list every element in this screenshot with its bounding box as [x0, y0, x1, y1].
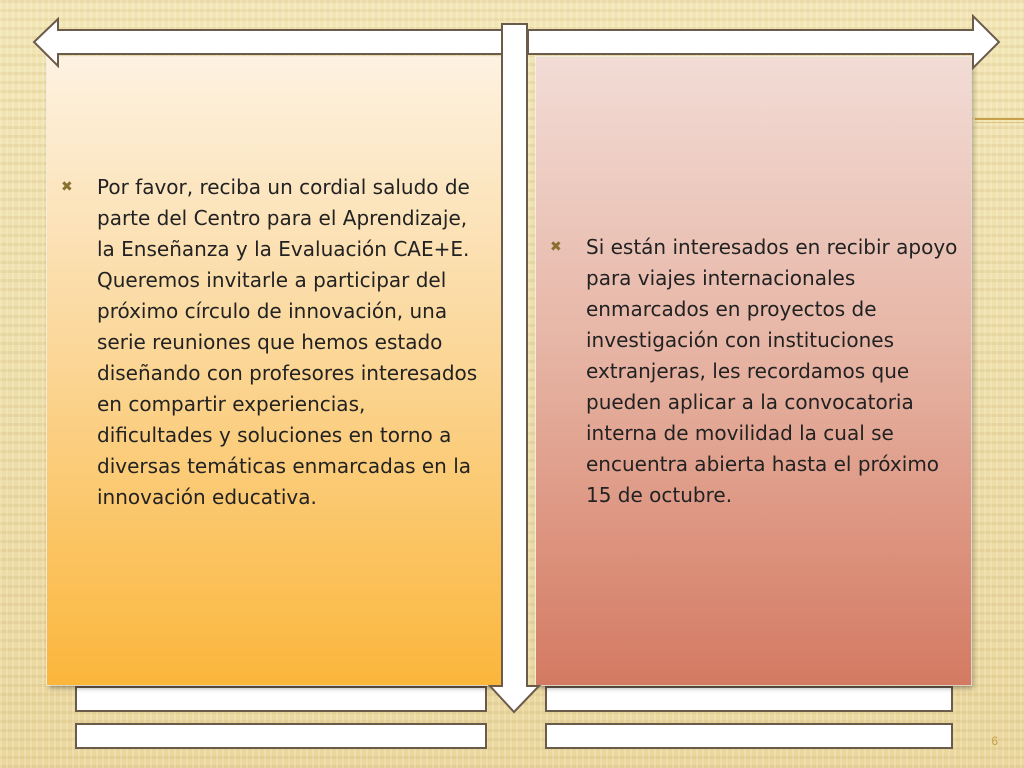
x-bullet-icon: ✖ — [61, 179, 73, 195]
page-number: 6 — [991, 734, 998, 748]
right-arrow-icon — [528, 16, 999, 68]
left-arrow-icon — [34, 19, 502, 66]
right-bullet-text: Si están interesados en recibir apoyo para viajes internacionales enmarcados en proyectos de investigación con instituciones extranjeras, les recordamos que pueden aplicar a la convocatoria interna de movilidad la cual se encuentra abierta hasta el próximo 15 de octubre. — [586, 235, 958, 507]
down-arrow-icon — [490, 24, 539, 712]
left-bullet-text: Por favor, reciba un cordial saludo de parte del Centro para el Aprendizaje, la Enseñanza y la Evaluación CAE+E. Queremos invitarle a participar del próximo círculo de innovación, una serie reuniones que hemos estado diseñando con profesores interesados en compartir experiencias, dificultades y soluciones en torno a diversas temáticas enmarcadas en la innovación educativa. — [97, 175, 478, 509]
x-bullet-icon: ✖ — [550, 239, 562, 255]
